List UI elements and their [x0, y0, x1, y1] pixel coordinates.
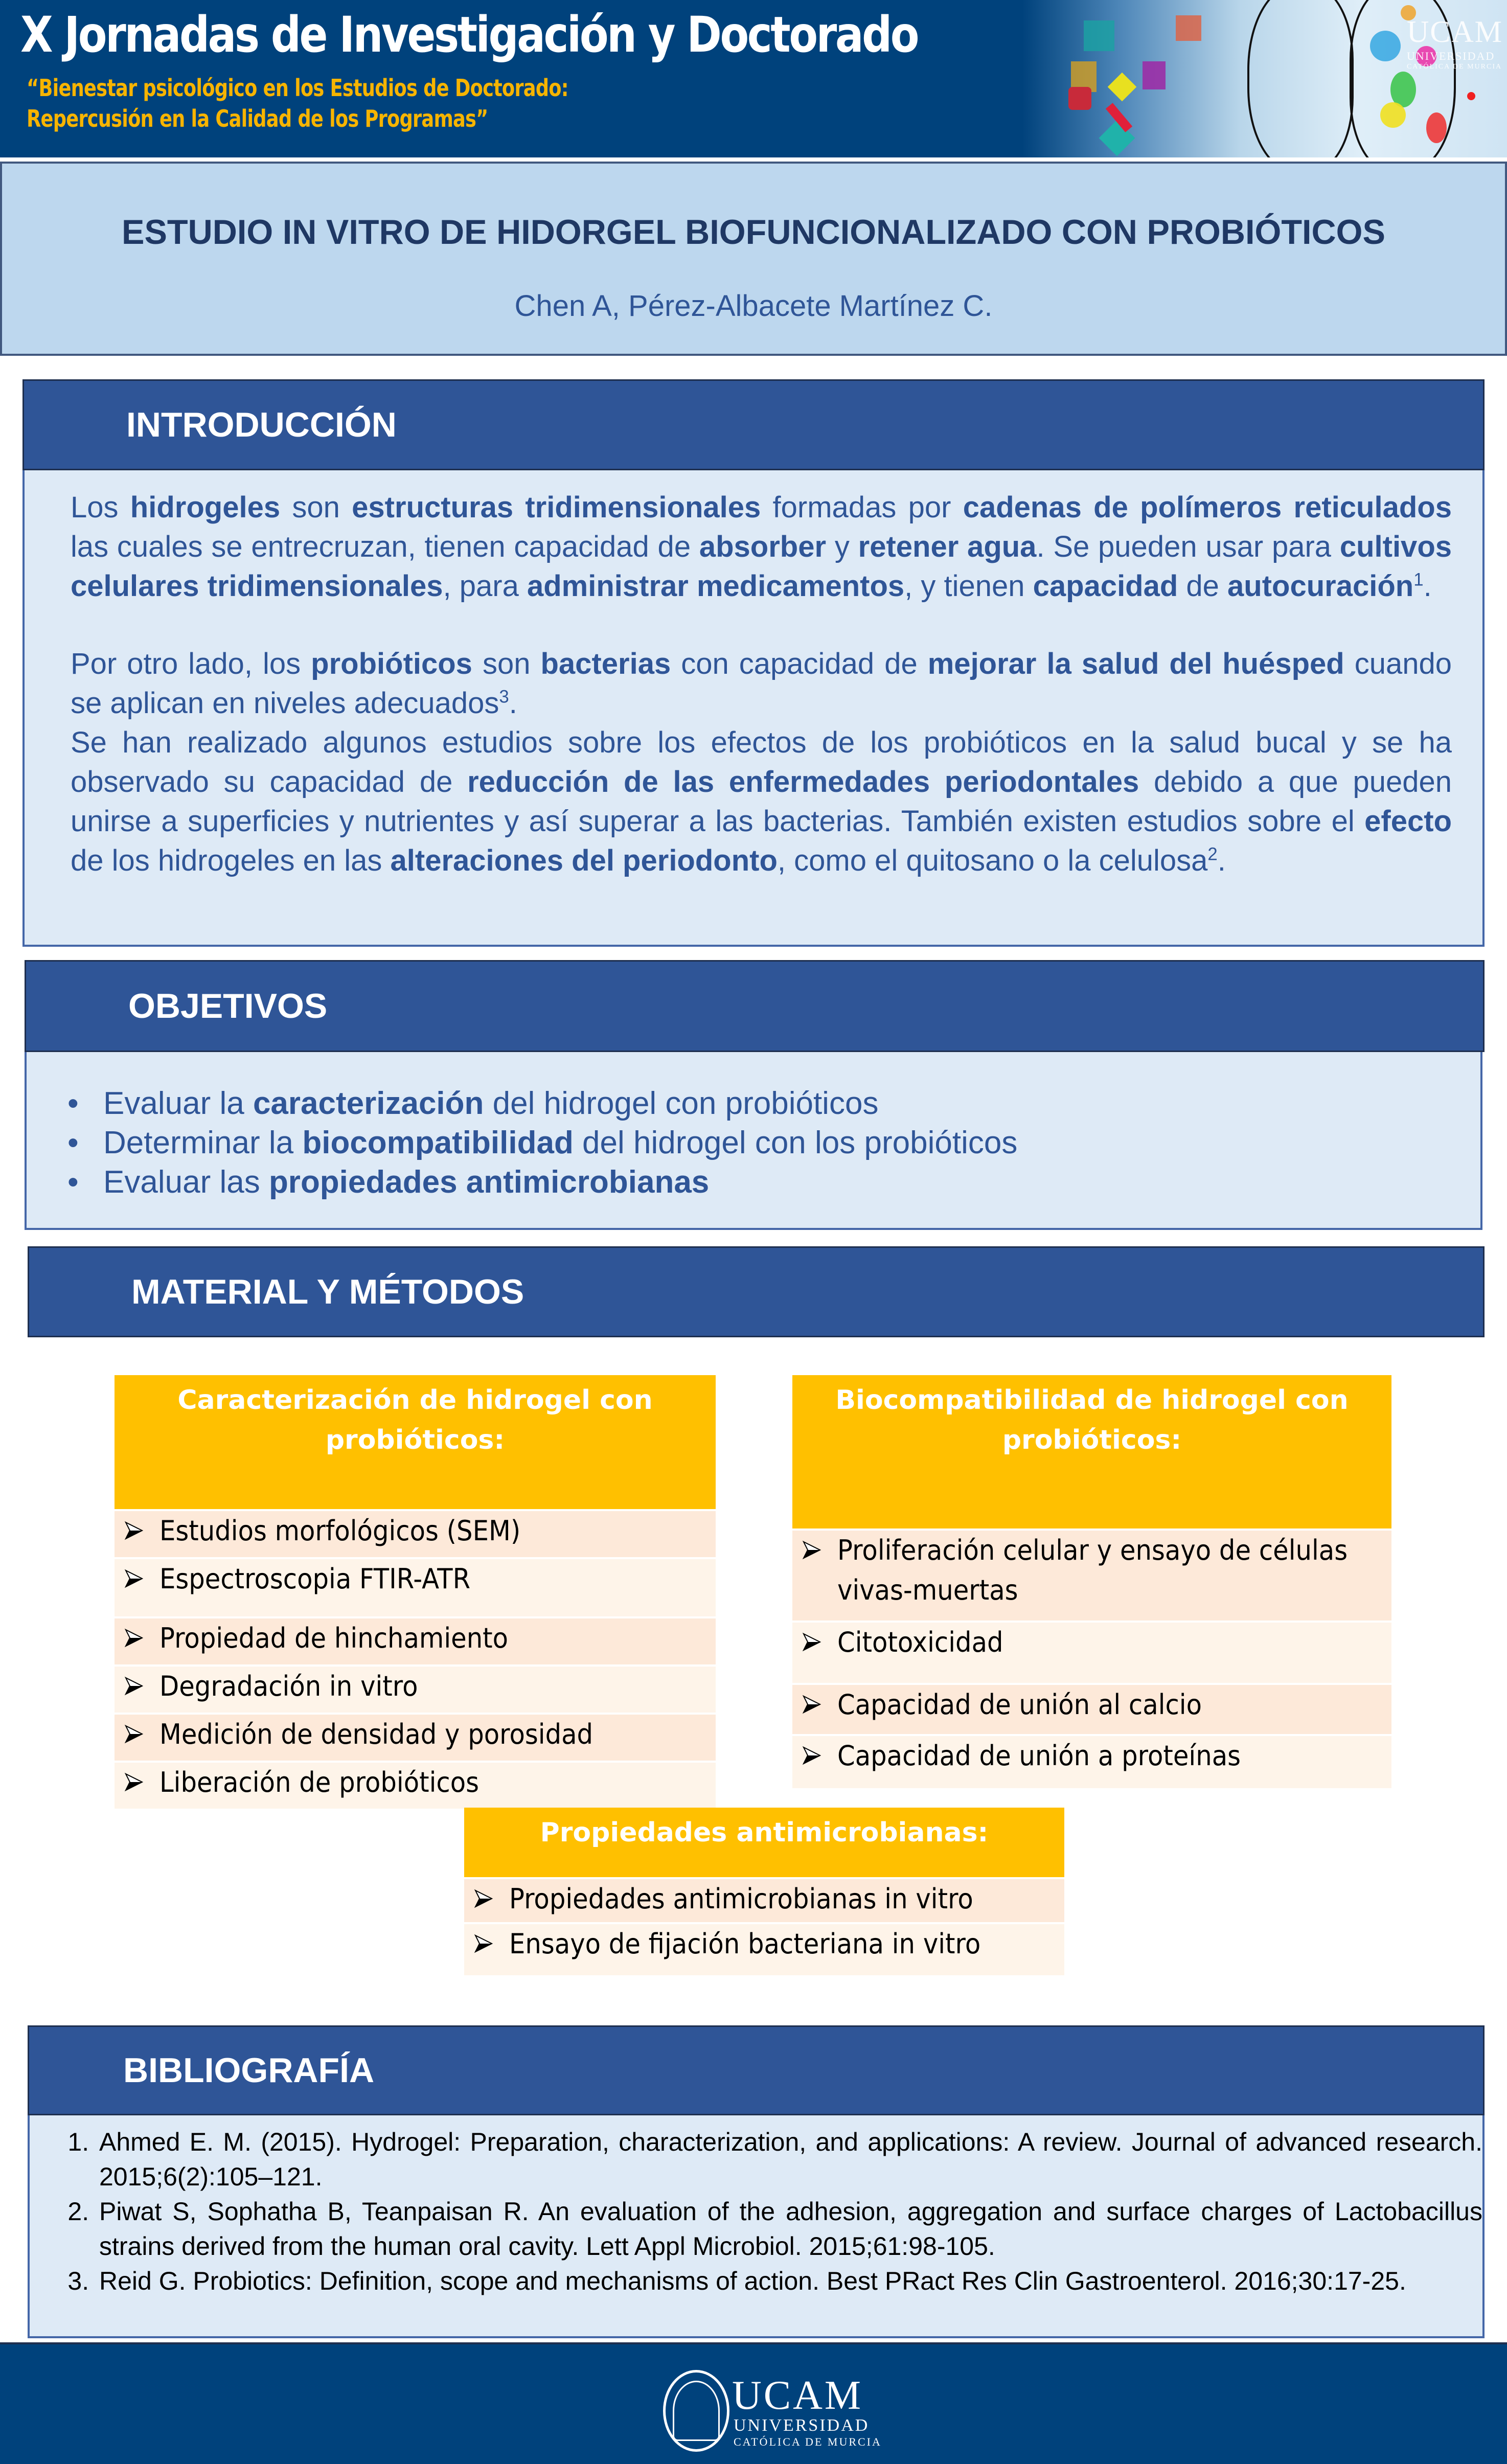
objective-item: [67, 1084, 1017, 1123]
bold-text: bacterias: [540, 647, 671, 680]
text-run: .: [1423, 569, 1432, 603]
text-run: , como el quitosano o la celulosa: [777, 844, 1208, 877]
section-heading: MATERIAL Y MÉTODOS: [131, 1272, 524, 1311]
arrowhead-icon: [124, 1724, 144, 1744]
intro-paragraph: [71, 644, 1452, 723]
arrowhead-icon: [124, 1520, 144, 1541]
method-item-text: Propiedad de hinchamiento: [159, 1622, 509, 1654]
section-heading: BIBLIOGRAFÍA: [123, 2051, 375, 2090]
header-logo-sub2: CATÓLICA DE MURCIA: [1406, 63, 1502, 71]
method-item: [464, 1879, 1064, 1922]
section-header-bibliografia: [28, 2025, 1485, 2115]
section-header-material-metodos: [28, 1246, 1485, 1337]
poster-title-box: [0, 162, 1507, 356]
objectives-list: [67, 1084, 1017, 1202]
bold-text: reducción de las enfermedades periodontales: [467, 765, 1139, 798]
reference-item: 3. Reid G. Probiotics: Definition, scope and mechanisms of action. Best PRact Res Clin Gastroenterol. 2016;30:17-25.: [96, 2264, 1482, 2298]
text-run: .: [1217, 844, 1226, 877]
reference-item: 1. Ahmed E. M. (2015). Hydrogel: Preparation, characterization, and applications: A review. Journal of advanced research. 2015;6(2):105–121.: [96, 2125, 1482, 2194]
method-item: [792, 1623, 1391, 1683]
bold-text: hidrogeles: [130, 491, 281, 524]
antimicrobianas-box: [464, 1808, 1064, 1975]
event-title: X Jornadas de Investigación y Doctorado: [20, 6, 918, 63]
bold-text: efecto: [1364, 805, 1452, 838]
section-header-objetivos: [25, 960, 1485, 1052]
text-run: con capacidad de: [671, 647, 928, 680]
text-run: son: [280, 491, 352, 524]
event-subtitle-line2: Repercusión en la Calidad de los Programas”: [27, 105, 488, 132]
text-run: Por otro lado, los: [71, 647, 311, 680]
bold-text: estructuras tridimensionales: [352, 491, 761, 524]
arrowhead-icon: [473, 1888, 494, 1909]
text-run: , y tienen: [904, 569, 1033, 603]
section-heading: INTRODUCCIÓN: [126, 405, 397, 444]
method-item-text: Medición de densidad y porosidad: [159, 1718, 593, 1750]
intro-paragraph: [71, 488, 1452, 606]
method-item-text: Propiedades antimicrobianas in vitro: [509, 1883, 973, 1915]
caracterizacion-box: [115, 1375, 716, 1809]
citation-superscript: 3: [499, 687, 509, 707]
method-item-text: Capacidad de unión a proteínas: [837, 1740, 1241, 1772]
text-run: de: [1178, 569, 1228, 603]
bold-text: mejorar la salud del huésped: [927, 647, 1344, 680]
text-run: del hidrogel con probióticos: [484, 1086, 879, 1121]
header-banner: [0, 0, 1507, 157]
method-item-text: Ensayo de fijación bacteriana in vitro: [509, 1928, 981, 1960]
objective-item: [67, 1123, 1017, 1162]
method-item: [115, 1618, 716, 1664]
bold-text: retener agua: [858, 530, 1037, 563]
citation-superscript: 2: [1207, 844, 1218, 864]
footer-logo-sub2: CATÓLICA DE MURCIA: [734, 2435, 882, 2448]
biocompatibilidad-box: [792, 1375, 1391, 1788]
header-ucam-logo: [1407, 14, 1503, 71]
footer-logo-text: UCAM: [732, 2373, 863, 2418]
bold-text: probióticos: [311, 647, 472, 680]
header-logo-sub: UNIVERSIDAD: [1406, 50, 1495, 62]
method-item-text: Capacidad de unión al calcio: [837, 1689, 1202, 1721]
arrowhead-icon: [802, 1745, 822, 1766]
footer-logo-sub: UNIVERSIDAD: [734, 2416, 870, 2435]
section-body-objetivos: [25, 1052, 1482, 1230]
text-run: Determinar la: [103, 1125, 303, 1160]
text-run: del hidrogel con los probióticos: [573, 1125, 1018, 1160]
arrowhead-icon: [124, 1772, 144, 1792]
bold-text: cadenas de polímeros reticulados: [963, 491, 1452, 524]
method-item-text: Espectroscopia FTIR-ATR: [159, 1563, 471, 1595]
method-item-text: Citotoxicidad: [837, 1626, 1003, 1658]
arrowhead-icon: [124, 1676, 144, 1696]
text-run: son: [472, 647, 541, 680]
header-logo-text: UCAM: [1406, 15, 1503, 49]
box-title: Biocompatibilidad de hidrogel con probióticos:: [792, 1375, 1391, 1528]
footer: [0, 2342, 1507, 2464]
text-run: de los hidrogeles en las: [71, 844, 391, 877]
box-title: Caracterización de hidrogel con probióticos:: [115, 1375, 716, 1509]
method-item: [115, 1559, 716, 1616]
method-item: [792, 1736, 1391, 1788]
method-item: [115, 1667, 716, 1713]
bold-text: cultivos celulares tridimensionales: [71, 530, 1452, 603]
method-item: [115, 1715, 716, 1761]
method-item: [115, 1763, 716, 1809]
arrowhead-icon: [124, 1568, 144, 1589]
university-seal-icon: [663, 2370, 729, 2452]
references-list: [55, 2125, 1482, 2298]
bold-text: propiedades antimicrobianas: [268, 1165, 710, 1200]
text-run: Evaluar las: [103, 1165, 269, 1200]
arrowhead-icon: [802, 1540, 822, 1560]
bold-text: capacidad: [1033, 569, 1178, 603]
method-item-text: Estudios morfológicos (SEM): [159, 1515, 521, 1547]
reference-item: 2. Piwat S, Sophatha B, Teanpaisan R. An evaluation of the adhesion, aggregation and surface charges of Lactobacillus strains derived from the human oral cavity. Lett Appl Microbiol. 2015;61:98-105.: [96, 2194, 1482, 2264]
method-item-text: Proliferación celular y ensayo de células vivas-muertas: [837, 1534, 1348, 1606]
text-run: .: [509, 687, 517, 720]
text-run: cuando se aplican en niveles adecuados: [71, 647, 1452, 720]
text-run: las cuales se entrecruzan, tienen capacidad de: [71, 530, 699, 563]
section-heading: OBJETIVOS: [128, 987, 328, 1025]
arrowhead-icon: [802, 1694, 822, 1715]
text-run: formadas por: [761, 491, 963, 524]
bold-text: alteraciones del periodonto: [390, 844, 778, 877]
method-item: [792, 1531, 1391, 1621]
text-run: , para: [443, 569, 527, 603]
text-run: Los: [71, 491, 130, 524]
method-item: [115, 1511, 716, 1557]
text-run: Se han realizado algunos estudios sobre los efectos de los probióticos en la salud bucal y se ha observado su capacidad de: [71, 726, 1452, 798]
section-body-bibliografia: [28, 2115, 1485, 2338]
citation-superscript: 1: [1413, 569, 1424, 590]
box-title: Propiedades antimicrobianas:: [464, 1808, 1064, 1877]
poster-title: ESTUDIO IN VITRO DE HIDORGEL BIOFUNCIONALIZADO CON PROBIÓTICOS: [122, 213, 1385, 252]
section-body-introduccion: [22, 470, 1485, 947]
event-subtitle-line1: “Bienestar psicológico en los Estudios de Doctorado:: [27, 74, 568, 102]
bold-text: absorber: [699, 530, 827, 563]
method-item: [792, 1685, 1391, 1734]
intro-paragraph: [71, 723, 1452, 880]
bold-text: biocompatibilidad: [302, 1125, 574, 1160]
section-header-introduccion: [22, 379, 1485, 470]
bold-text: administrar medicamentos: [527, 569, 905, 603]
arrowhead-icon: [473, 1933, 494, 1954]
bold-text: autocuración: [1227, 569, 1414, 603]
arrowhead-icon: [124, 1628, 144, 1648]
text-run: . Se pueden usar para: [1036, 530, 1340, 563]
bold-text: caracterización: [253, 1086, 484, 1121]
method-item-text: Liberación de probióticos: [159, 1766, 480, 1798]
arrowhead-icon: [802, 1632, 822, 1652]
method-item-text: Degradación in vitro: [159, 1670, 418, 1702]
text-run: y: [826, 530, 858, 563]
method-item: [464, 1924, 1064, 1975]
text-run: debido a que pueden unirse a superficies y nutrientes y así superar a las bacterias. También existen estudios sobre el: [71, 765, 1452, 838]
poster-authors: Chen A, Pérez-Albacete Martínez C.: [514, 289, 993, 323]
text-run: Evaluar la: [103, 1086, 253, 1121]
objective-item: [67, 1162, 1017, 1202]
